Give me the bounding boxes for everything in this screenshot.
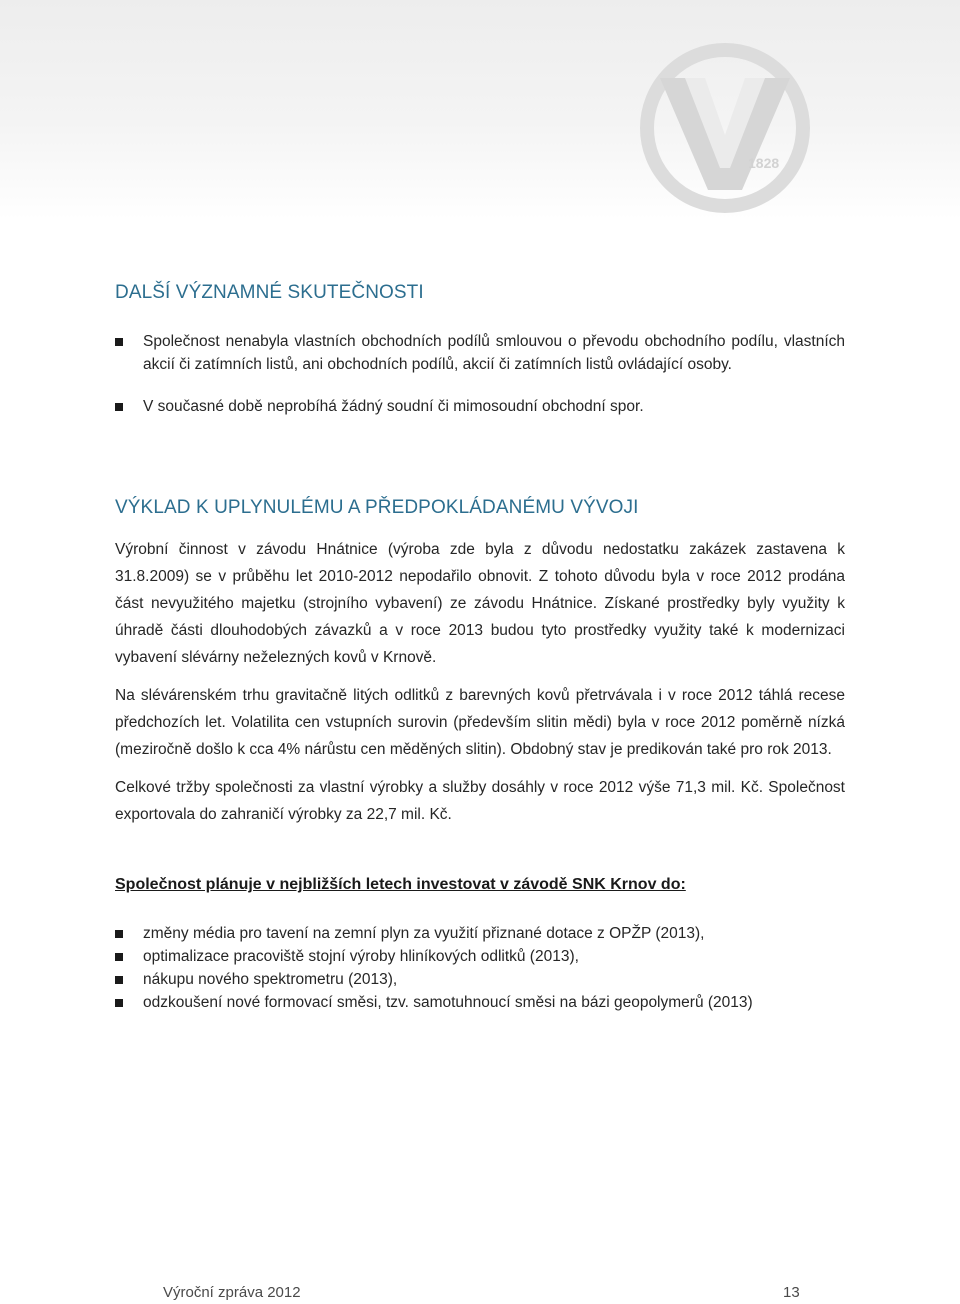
other-facts-list bbox=[115, 330, 845, 418]
investment-plan-heading: Společnost plánuje v nejbližších letech investovat v závodě SNK Krnov do: bbox=[115, 876, 686, 893]
list-item: nákupu nového spektrometru (2013), bbox=[115, 968, 845, 991]
footer-report-name: Výroční zpráva 2012 bbox=[163, 1284, 301, 1301]
list-item: V současné době neprobíhá žádný soudní či mimosoudní obchodní spor. bbox=[115, 395, 845, 418]
section-title-other-facts: DALŠÍ VÝZNAMNÉ SKUTEČNOSTI bbox=[115, 282, 424, 303]
footer-page-number: 13 bbox=[783, 1284, 800, 1301]
list-item: optimalizace pracoviště stojní výroby hliníkových odlitků (2013), bbox=[115, 945, 845, 968]
logo-year: 1828 bbox=[748, 155, 780, 171]
list-item: Společnost nenabyla vlastních obchodních podílů smlouvou o převodu obchodního podílu, vlastních akcií či zatímních listů, ani obchodních podílů, akcií či zatímních listů ovládající osoby. bbox=[115, 330, 845, 376]
bullet-square-icon bbox=[115, 999, 123, 1007]
bullet-square-icon bbox=[115, 403, 123, 411]
section-title-development: VÝKLAD K UPLYNULÉMU A PŘEDPOKLÁDANÉMU VÝVOJI bbox=[115, 497, 639, 518]
paragraph: Výrobní činnost v závodu Hnátnice (výroba zde byla z důvodu nedostatku zakázek zastavena k 31.8.2009) se v průběhu let 2010-2012 nepodařilo obnovit. Z tohoto důvodu byla v roce 2012 prodána část nevyužitého majetku (strojního vybavení) ze závodu Hnátnice. Získané prostředky byly využity k úhradě části dlouhodobých závazků a v roce 2013 budou tyto prostředky využity také k modernizaci vybavení slévárny neželezných kovů v Krnově. bbox=[115, 541, 845, 666]
list-item: změny média pro tavení na zemní plyn za využití přiznané dotace z OPŽP (2013), bbox=[115, 922, 845, 945]
company-logo bbox=[630, 40, 820, 220]
list-item: odzkoušení nové formovací směsi, tzv. samotuhnoucí směsi na bázi geopolymerů (2013) bbox=[115, 991, 845, 1014]
paragraph: Celkové tržby společnosti za vlastní výrobky a služby dosáhly v roce 2012 výše 71,3 mil. Kč. Společnost exportovala do zahraničí výrobky za 22,7 mil. Kč. bbox=[115, 779, 845, 823]
bullet-square-icon bbox=[115, 976, 123, 984]
bullet-square-icon bbox=[115, 338, 123, 346]
bullet-square-icon bbox=[115, 930, 123, 938]
logo-emblem-icon bbox=[630, 40, 820, 220]
page-content bbox=[115, 282, 845, 1014]
investment-plan-list bbox=[115, 922, 845, 1014]
paragraph: Na slévárenském trhu gravitačně litých odlitků z barevných kovů přetrvávala i v roce 2012 táhlá recese předchozích let. Volatilita cen vstupních surovin (především slitin mědi) byla v roce 2012 poměrně nízká (meziročně došlo k cca 4% nárůstu cen měděných slitin). Obdobný stav je predikován také pro rok 2013. bbox=[115, 687, 845, 758]
bullet-square-icon bbox=[115, 953, 123, 961]
